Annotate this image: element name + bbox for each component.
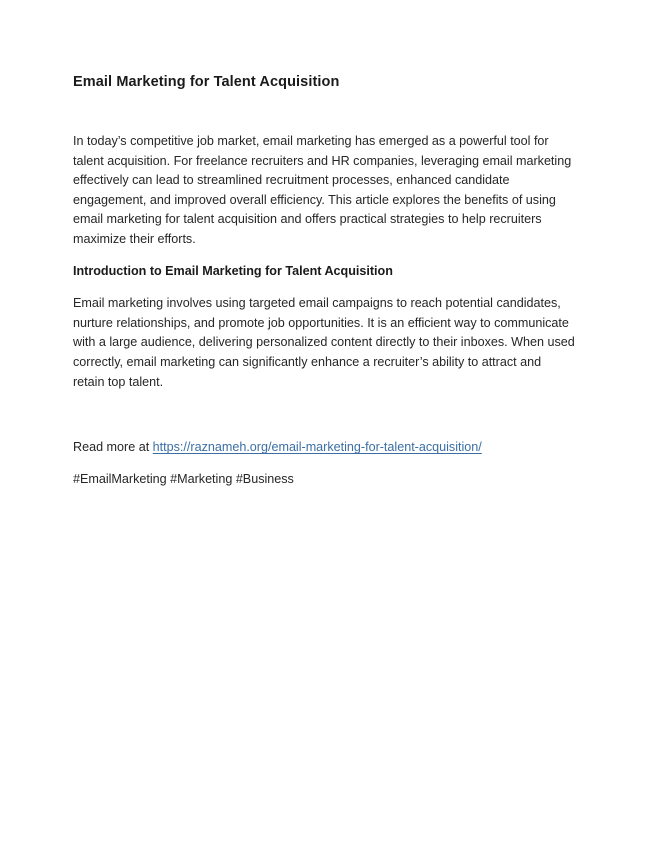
- article-link[interactable]: https://raznameh.org/email-marketing-for-talent-acquisition/: [152, 440, 482, 455]
- paragraph-gap-1: [73, 250, 575, 262]
- section-heading: Introduction to Email Marketing for Talent Acquisition: [73, 263, 393, 278]
- paragraph-gap-3: [73, 392, 575, 438]
- section-paragraph: Email marketing involves using targeted email campaigns to reach potential candidates, nurture relationships, and promote job opportunities. It is an efficient way to communicate with a large audience, delivering personalized content directly to their inboxes. When used correctly, email marketing can significantly enhance a recruiter’s ability to attract and retain top talent.: [73, 296, 575, 389]
- read-more-line: [73, 438, 575, 458]
- page-title: Email Marketing for Talent Acquisition: [73, 74, 340, 90]
- hashtag-line: #EmailMarketing #Marketing #Business: [73, 471, 294, 486]
- title-spacer: [73, 92, 575, 132]
- intro-paragraph: In today’s competitive job market, email marketing has emerged as a powerful tool for talent acquisition. For freelance recruiters and HR companies, leveraging email marketing effectively can lead to streamlined recruitment processes, enhanced candidate engagement, and improved overall efficiency. This article explores the benefits of using email marketing for talent acquisition and offers practical strategies to help recruiters maximize their efforts.: [73, 134, 572, 246]
- document-content: [73, 72, 575, 489]
- read-more-label: Read more at: [73, 440, 153, 455]
- paragraph-gap-2: [73, 281, 575, 294]
- paragraph-gap-4: [73, 458, 575, 470]
